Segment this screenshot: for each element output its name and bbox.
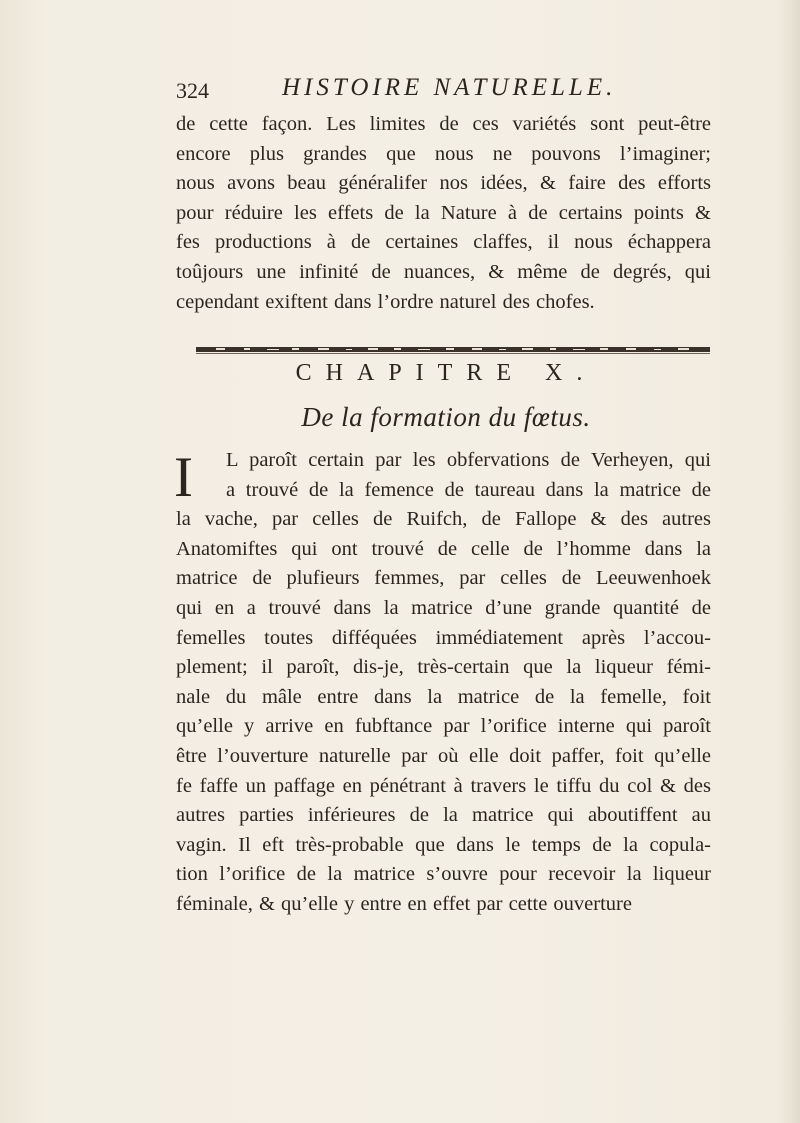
text-line: matrice de plufieurs femmes, par celles de Leeuwenhoek <box>176 567 711 590</box>
drop-cap: I <box>174 446 193 509</box>
text-line: nous avons beau généralifer nos idées, & faire des efforts <box>176 172 711 195</box>
text-line: de cette façon. Les limites de ces variétés sont peut-être <box>176 113 711 135</box>
text-line: pour réduire les effets de la Nature à de certains points & <box>176 201 711 224</box>
page-number: 324 <box>176 78 209 103</box>
decorative-rule <box>196 347 710 354</box>
text-line: Anatomiftes qui ont trouvé de celle de l’homme dans la <box>176 537 711 560</box>
text-line: nale du mâle entre dans la matrice de la femelle, foit <box>176 685 711 708</box>
text-line: plement; il paroît, dis-je, très-certain que la liqueur fémi- <box>176 656 711 679</box>
text-line: tion l’orifice de la matrice s’ouvre pour recevoir la liqueur <box>176 863 711 886</box>
top-paragraph <box>176 110 711 317</box>
text-line: femelles toutes difféquées immédiatement après l’accou- <box>176 626 711 649</box>
text-line: fe faffe un paffage en pénétrant à travers le tiffu du col & des <box>176 774 711 797</box>
page-edge-shadow <box>778 0 800 1123</box>
text-line: cependant exiftent dans l’ordre naturel des chofes. <box>176 290 595 313</box>
text-line: être l’ouverture naturelle par où elle doit paffer, foit qu’elle <box>176 744 711 767</box>
text-line: qu’elle y arrive en fubftance par l’orifice interne qui paroît <box>176 715 711 738</box>
text-line: a trouvé de la femence de taureau dans la matrice de <box>226 478 711 501</box>
text-line: encore plus grandes que nous ne pouvons l’imaginer; <box>176 142 711 165</box>
chapter-subtitle: De la formation du fœtus. <box>301 402 591 432</box>
text-line: toûjours une infinité de nuances, & même de degrés, qui <box>176 260 711 283</box>
text-line: la vache, par celles de Ruifch, de Fallope & des autres <box>176 508 711 531</box>
text-line: vagin. Il eft très-probable que dans le temps de la copula- <box>176 833 711 856</box>
chapter-paragraph <box>176 446 711 920</box>
text-line: qui en a trouvé dans la matrice d’une grande quantité de <box>176 596 711 619</box>
text-line: fes productions à de certaines claffes, il nous échappera <box>176 231 711 254</box>
text-line: L paroît certain par les obfervations de Verheyen, qui <box>226 449 711 471</box>
running-title: HISTOIRE NATURELLE. <box>282 74 617 101</box>
page-header <box>176 74 716 110</box>
text-line: féminale, & qu’elle y entre en effet par cette ouverture <box>176 892 632 915</box>
text-line: autres parties inférieures de la matrice qui aboutiffent au <box>176 804 711 827</box>
chapter-title: CHAPITRE X. <box>295 360 597 386</box>
